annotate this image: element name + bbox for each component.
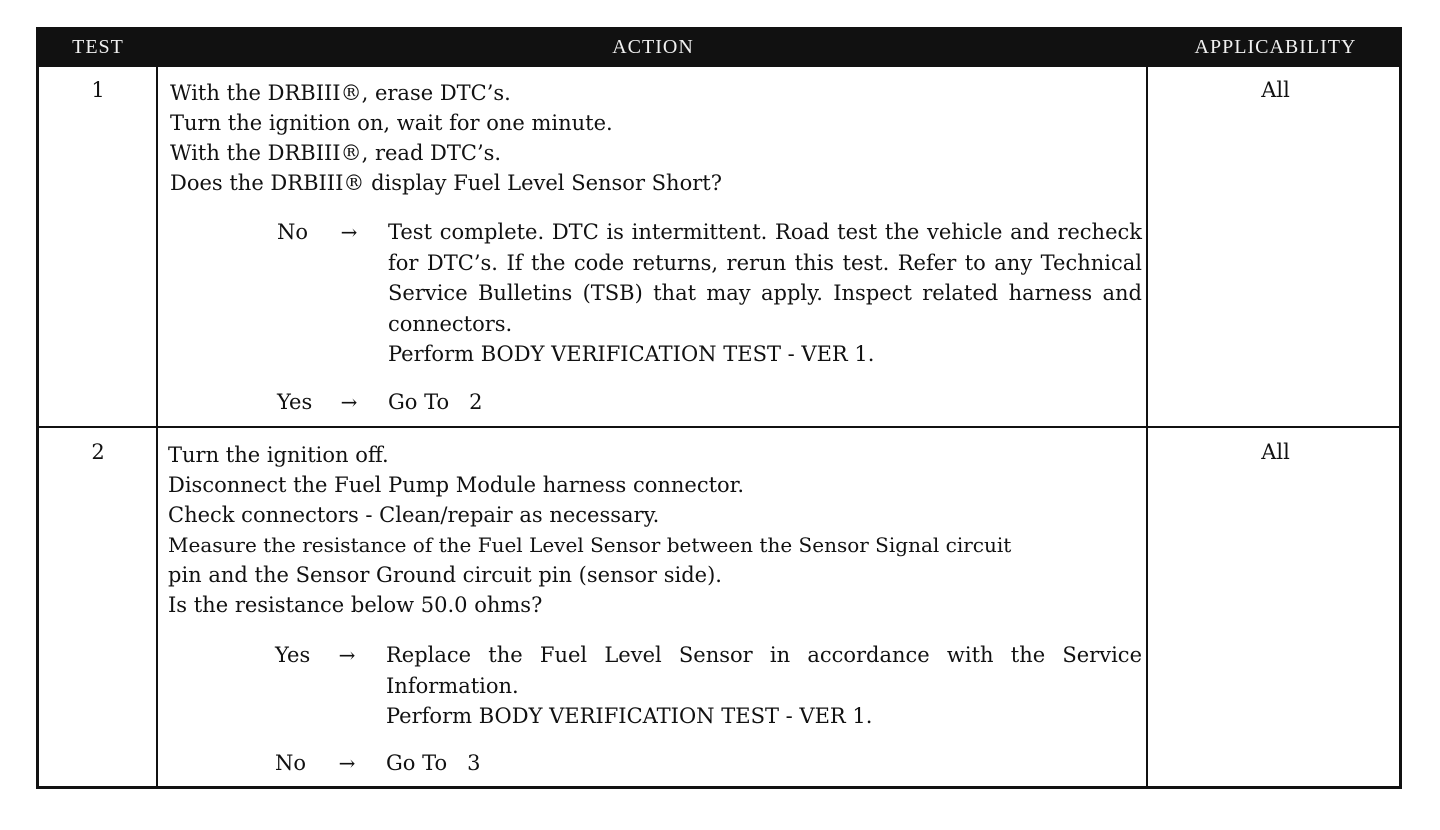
action-step: Turn the ignition on, wait for one minute. [170,111,613,135]
response-label: No [275,751,307,775]
response-text: Go To 3 [386,751,481,775]
header-test: TEST [72,36,124,58]
response-text: Go To 2 [388,390,483,414]
action-step: Measure the resistance of the Fuel Level Sensor between the Sensor Signal circuit [168,533,1012,557]
response-label: Yes [277,390,313,414]
row-divider [39,426,1399,428]
header-action: ACTION [612,36,694,58]
header-applicability: APPLICABILITY [1194,36,1357,58]
test-number: 2 [91,440,105,464]
action-step: With the DRBIII®, erase DTC’s. [170,81,511,105]
action-step: Turn the ignition off. [168,443,389,467]
response-label: No [277,220,309,244]
action-step: With the DRBIII®, read DTC’s. [170,141,502,165]
right-arrow-icon: → [340,390,358,414]
action-step: pin and the Sensor Ground circuit pin (sensor side). [168,563,722,587]
applicability-value: All [1261,78,1290,102]
response-text: Replace the Fuel Level Sensor in accordance with the Service Information. Perform BODY VERIFICATION TEST - VER 1. [386,643,1142,728]
response-label: Yes [275,643,311,667]
right-arrow-icon: → [340,220,358,244]
table-header [39,30,1399,67]
response-text: Test complete. DTC is intermittent. Road test the vehicle and recheck for DTC’s. If the code returns, rerun this test. Refer to any Technical Service Bulletins (TSB) that may apply. Inspect related harness and connectors. Perform BODY VERIFICATION TEST - VER 1. [388,220,1142,366]
test-number: 1 [91,78,105,102]
action-question: Is the resistance below 50.0 ohms? [168,593,543,617]
action-question: Does the DRBIII® display Fuel Level Sensor Short? [170,171,722,195]
action-step: Check connectors - Clean/repair as necessary. [168,503,660,527]
action-step: Disconnect the Fuel Pump Module harness connector. [168,473,745,497]
right-arrow-icon: → [338,643,356,667]
applicability-value: All [1261,440,1290,464]
diagnostic-test-table [36,27,1402,789]
right-arrow-icon: → [338,751,356,775]
